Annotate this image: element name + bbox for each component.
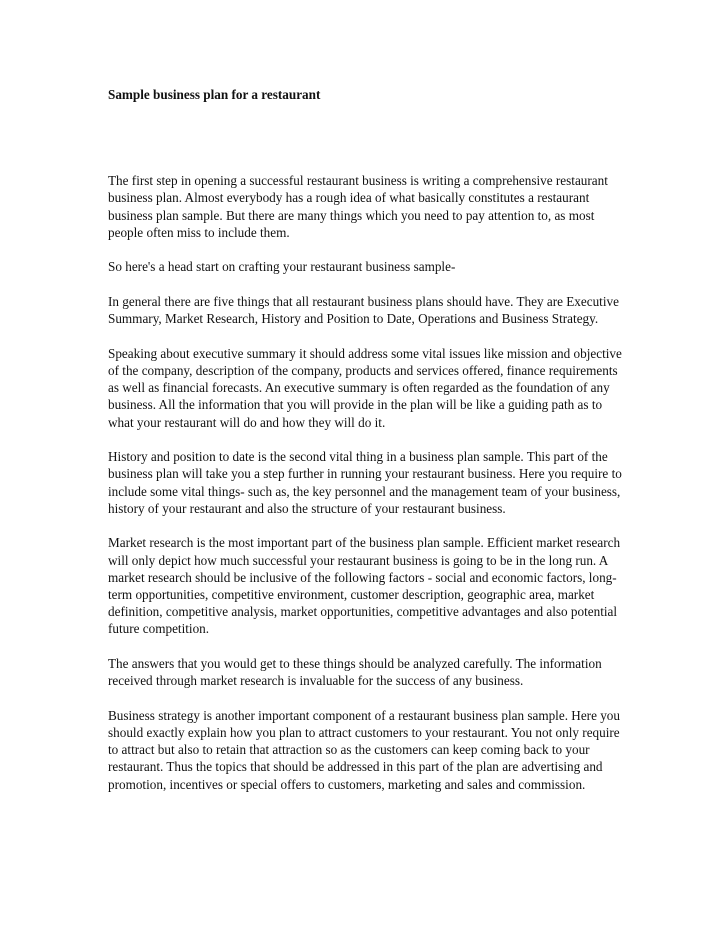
- paragraph-list: [108, 172, 628, 793]
- paragraph-executive-summary: Speaking about executive summary it should address some vital issues like mission and objective of the company, description of the company, products and services offered, finance requirements as well as financial forecasts. An executive summary is often regarded as the foundation of any business. All the information that you will provide in the plan will be like a guiding path as to what your restaurant will do and how they will do it.: [108, 345, 622, 430]
- paragraph-history-position: History and position to date is the second vital thing in a business plan sample. This part of the business plan will take you a step further in running your restaurant business. Here you require to include some vital things- such as, the key personnel and the management team of your business, history of your restaurant and also the structure of your restaurant business.: [108, 449, 622, 516]
- paragraph-intro: The first step in opening a successful restaurant business is writing a comprehensive restaurant business plan. Almost everybody has a rough idea of what basically constitutes a restaurant business plan sample. But there are many things which you need to pay attention to, as most people often miss to include them.: [108, 173, 608, 240]
- page-title: Sample business plan for a restaurant: [108, 87, 321, 102]
- paragraph-head-start: So here's a head start on crafting your restaurant business sample-: [108, 259, 456, 275]
- paragraph-market-research: Market research is the most important part of the business plan sample. Efficient market research will only depict how much successful your restaurant business is going to be in the long run. A market research should be inclusive of the following factors - social and economic factors, long-term opportunities, competitive environment, customer description, geographic area, market definition, competitive analysis, market opportunities, competitive advantages and also potential future competition.: [108, 535, 621, 637]
- paragraph-five-things: In general there are five things that all restaurant business plans should have. They are Executive Summary, Market Research, History and Position to Date, Operations and Business Strategy.: [108, 294, 619, 327]
- document-body: [108, 86, 628, 810]
- paragraph-answers: The answers that you would get to these things should be analyzed carefully. The information received through market research is invaluable for the success of any business.: [108, 656, 602, 689]
- paragraph-business-strategy: Business strategy is another important component of a restaurant business plan sample. Here you should exactly explain how you plan to attract customers to your restaurant. You not only require to attract but also to retain that attraction so as the customers can keep coming back to your restaurant. Thus the topics that should be addressed in this part of the plan are advertising and promotion, incentives or special offers to customers, marketing and sales and commission.: [108, 707, 620, 792]
